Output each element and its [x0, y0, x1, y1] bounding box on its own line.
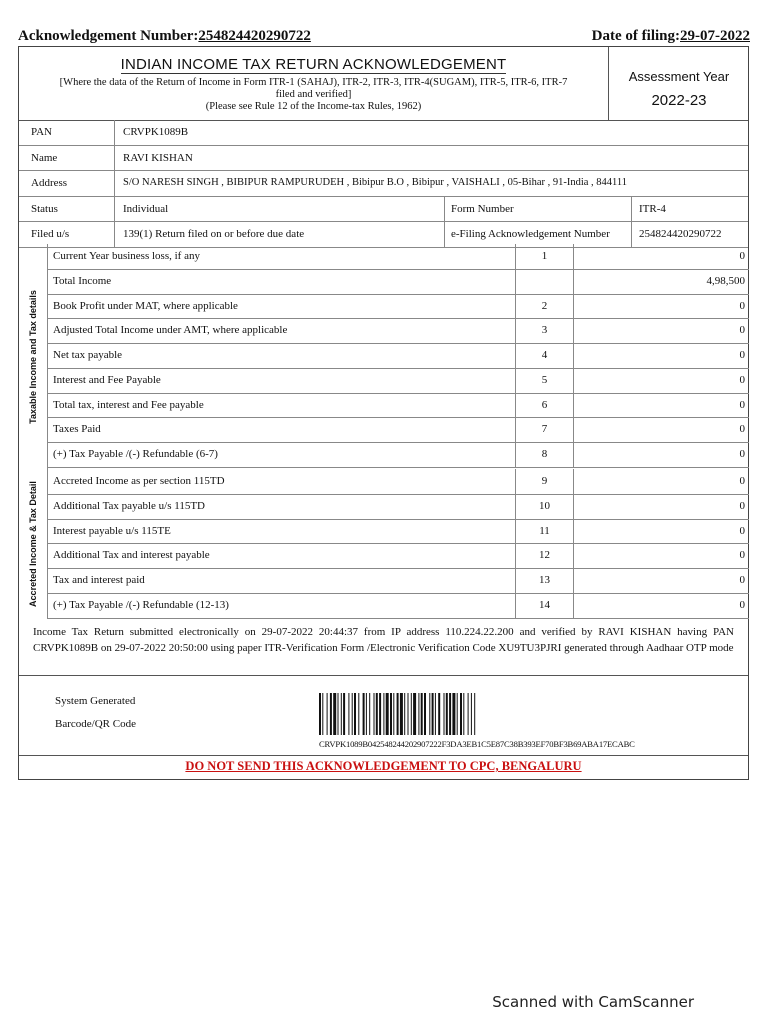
barcode-bar — [363, 693, 365, 735]
barcode-bar — [366, 693, 367, 735]
row-label: (+) Tax Payable /(-) Refundable (6-7) — [53, 448, 218, 460]
row-label: Net tax payable — [53, 349, 123, 361]
barcode-bar — [358, 693, 359, 735]
row-label: Additional Tax and interest payable — [53, 549, 210, 562]
row-value: 0 — [739, 373, 745, 386]
form-title: INDIAN INCOME TAX RETURN ACKNOWLEDGEMENT — [120, 56, 507, 73]
barcode-bar — [333, 693, 336, 735]
barcode-bar — [446, 693, 448, 735]
row-number: 1 — [515, 244, 574, 269]
barcode-bar — [411, 693, 412, 735]
row-number: 4 — [515, 343, 574, 368]
barcode-bar — [449, 693, 451, 735]
row-value: 0 — [739, 524, 745, 537]
table-row — [47, 442, 749, 468]
name-value: RAVI KISHAN — [123, 151, 193, 164]
barcode-bar — [354, 693, 356, 735]
form-header — [19, 47, 748, 121]
form-number-label: Form Number — [451, 202, 514, 215]
taxable-income-section — [19, 244, 748, 469]
efiling-ack-label: e-Filing Acknowledgement Number — [451, 228, 610, 241]
row-value: 0 — [739, 448, 745, 460]
barcode-bar — [457, 693, 458, 735]
table-row — [47, 269, 749, 295]
row-label: Interest payable u/s 115TE — [53, 524, 171, 537]
barcode-bar — [330, 693, 332, 735]
barcode-bar — [471, 693, 472, 735]
row-number: 14 — [515, 593, 574, 618]
barcode-bar — [408, 693, 409, 735]
barcode-bar — [383, 693, 384, 735]
row-number: 6 — [515, 393, 574, 418]
table-row — [47, 244, 749, 270]
barcode-bar — [438, 693, 440, 735]
row-value: 0 — [739, 250, 745, 262]
address-value: S/O NARESH SINGH , BIBIPUR RAMPURUDEH , Bibipur B.O , Bibipur , VAISHALI , 05-Bihar , 91-India , 844111 — [123, 177, 628, 189]
barcode-bar — [421, 693, 423, 735]
address-row — [19, 171, 748, 197]
barcode-bar — [369, 693, 370, 735]
cpc-warning: DO NOT SEND THIS ACKNOWLEDGEMENT TO CPC, BENGALURU — [185, 759, 582, 773]
ack-number-value: 254824420290722 — [198, 28, 311, 44]
system-generated-label: System Generated — [55, 695, 136, 707]
efiling-ack-value: 254824420290722 — [639, 228, 722, 241]
barcode-bar — [400, 693, 403, 735]
pan-label: PAN — [31, 126, 52, 138]
assessment-year-block — [609, 47, 749, 120]
form-subtitle-line1: [Where the data of the Return of Income in Form ITR-1 (SAHAJ), ITR-2, ITR-3, ITR-4(SUGAM), ITR-5, ITR-6, ITR-7 — [59, 77, 568, 88]
form-title-block — [19, 47, 609, 120]
row-label: Book Profit under MAT, where applicable — [53, 299, 238, 312]
table-row — [47, 417, 749, 443]
barcode-bar — [386, 693, 389, 735]
row-label: Adjusted Total Income under AMT, where applicable — [53, 324, 288, 337]
barcode-bar — [352, 693, 353, 735]
row-number: 9 — [515, 469, 574, 494]
barcode-bar — [424, 693, 426, 735]
row-number: 11 — [515, 519, 574, 544]
status-row — [19, 197, 748, 223]
row-label: Additional Tax payable u/s 115TD — [53, 499, 205, 512]
row-number: 10 — [515, 494, 574, 519]
filed-value: 139(1) Return filed on or before due date — [123, 228, 305, 241]
table-row — [47, 294, 749, 320]
row-label: Current Year business loss, if any — [53, 250, 200, 262]
date-of-filing-value: 29-07-2022 — [680, 28, 750, 44]
row-label: Total Income — [53, 274, 112, 287]
barcode-bar — [468, 693, 469, 735]
accreted-side-label: Accreted Income & Tax Detail — [19, 469, 48, 619]
barcode-bar — [393, 693, 394, 735]
barcode-bar — [413, 693, 416, 735]
barcode-label: Barcode/QR Code — [55, 718, 136, 730]
date-of-filing-label: Date of filing: — [591, 28, 680, 44]
camscanner-watermark: Scanned with CamScanner — [492, 993, 694, 1011]
row-value: 0 — [739, 349, 745, 361]
row-value: 4,98,500 — [706, 274, 745, 287]
name-label: Name — [31, 151, 58, 164]
barcode-bar — [444, 693, 445, 735]
taxpayer-info — [19, 120, 748, 248]
barcode-bar — [390, 693, 392, 735]
row-value: 0 — [739, 324, 745, 337]
pan-value: CRVPK1089B — [123, 126, 189, 138]
row-value: 0 — [739, 423, 745, 436]
form-subtitle-line3: (Please see Rule 12 of the Income-tax Rules, 1962) — [205, 101, 422, 112]
acknowledgement-form — [18, 46, 749, 780]
barcode-bar — [322, 693, 323, 735]
row-value: 0 — [739, 574, 745, 586]
ack-number-line — [18, 28, 311, 45]
table-row — [47, 568, 749, 594]
table-row — [47, 318, 749, 344]
barcode-bar — [376, 693, 378, 735]
barcode-bar — [429, 693, 430, 735]
row-label: Tax and interest paid — [53, 574, 145, 586]
barcode-bar — [348, 693, 349, 735]
barcode-bar — [404, 693, 405, 735]
barcode-bar — [319, 693, 321, 735]
table-row — [47, 593, 749, 619]
assessment-year-value: 2022-23 — [651, 92, 707, 109]
barcode-bar — [374, 693, 375, 735]
form-number-value: ITR-4 — [639, 202, 666, 215]
row-number — [515, 269, 574, 294]
barcode-bar — [397, 693, 399, 735]
barcode-bar — [327, 693, 328, 735]
taxable-side-label: Taxable Income and Tax details — [19, 244, 48, 469]
assessment-year-label: Assessment Year — [628, 69, 730, 84]
name-row — [19, 146, 748, 172]
table-row — [47, 494, 749, 520]
status-label: Status — [31, 202, 58, 215]
row-number: 7 — [515, 417, 574, 442]
row-label: Accreted Income as per section 115TD — [53, 475, 225, 487]
barcode-bar — [460, 693, 462, 735]
barcode-bar — [379, 693, 381, 735]
barcode-text: CRVPK1089B042548244202907222F3DA3EB1C5E87C38B393EF70BF3B69ABA17ECABC — [319, 739, 635, 749]
row-value: 0 — [739, 499, 745, 512]
table-row — [47, 368, 749, 394]
status-value: Individual — [123, 202, 169, 215]
table-row — [47, 343, 749, 369]
form-subtitle-line2: filed and verified] — [275, 89, 352, 100]
row-number: 2 — [515, 294, 574, 319]
table-row — [47, 393, 749, 419]
barcode-bar — [338, 693, 339, 735]
row-value: 0 — [739, 475, 745, 487]
row-value: 0 — [739, 598, 745, 611]
accreted-income-section — [19, 469, 748, 619]
pan-row — [19, 120, 748, 146]
row-number: 5 — [515, 368, 574, 393]
row-value: 0 — [739, 299, 745, 312]
row-label: (+) Tax Payable /(-) Refundable (12-13) — [53, 598, 229, 611]
barcode-image — [319, 693, 579, 735]
filed-label: Filed u/s — [31, 228, 70, 241]
form-subtitle — [19, 77, 608, 113]
barcode-bar — [432, 693, 434, 735]
table-row — [47, 469, 749, 495]
row-label: Interest and Fee Payable — [53, 373, 161, 386]
row-value: 0 — [739, 549, 745, 562]
barcode-bar — [463, 693, 464, 735]
ack-number-label: Acknowledgement Number: — [18, 28, 199, 44]
verification-note: Income Tax Return submitted electronically on 29-07-2022 20:44:37 from IP address 110.224.22.200 and verified by RAVI KISHAN having PAN CRVPK1089B on 29-07-2022 20:50:00 using paper ITR-Verification Form /Electronic Verification Code XU9TU3PJRI generated through Aadhaar OTP mode — [19, 619, 748, 676]
barcode-bar — [341, 693, 342, 735]
date-of-filing-line — [592, 28, 750, 45]
row-value: 0 — [739, 398, 745, 411]
table-row — [47, 519, 749, 545]
table-row — [47, 543, 749, 569]
barcode-bar — [343, 693, 345, 735]
row-number: 8 — [515, 442, 574, 467]
barcode-bar — [435, 693, 436, 735]
row-number: 12 — [515, 543, 574, 568]
row-number: 13 — [515, 568, 574, 593]
barcode-bar — [418, 693, 419, 735]
barcode-bar — [474, 693, 475, 735]
row-label: Total tax, interest and Fee payable — [53, 398, 204, 411]
address-label: Address — [31, 177, 68, 190]
row-number: 3 — [515, 318, 574, 343]
barcode-bar — [452, 693, 455, 735]
row-label: Taxes Paid — [53, 423, 101, 436]
